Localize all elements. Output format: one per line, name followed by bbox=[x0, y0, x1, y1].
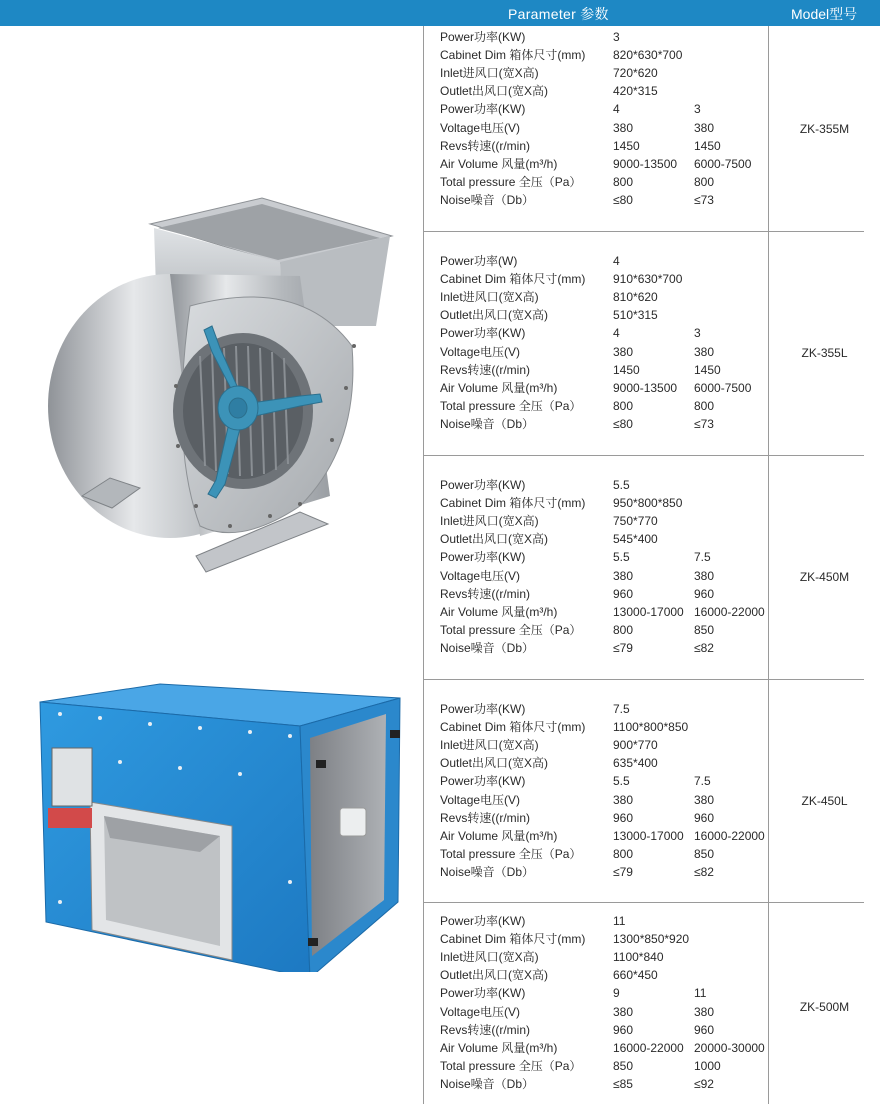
spec-block-zk-355m bbox=[424, 28, 768, 232]
spec-block-zk-450l bbox=[424, 700, 768, 904]
spec-row bbox=[440, 252, 780, 270]
spec-row bbox=[440, 639, 780, 657]
spec-value: 7.5 bbox=[613, 702, 630, 716]
spec-label: Power功率(KW) bbox=[440, 30, 526, 44]
spec-label: Noise噪音（Db） bbox=[440, 864, 535, 879]
spec-value: 3 bbox=[694, 326, 701, 341]
spec-label: Power功率(KW) bbox=[440, 102, 526, 117]
table-header bbox=[0, 0, 880, 26]
spec-value: 3 bbox=[694, 102, 701, 117]
spec-value: 9000-13500 bbox=[613, 156, 678, 171]
spec-value: 660*450 bbox=[613, 968, 658, 983]
spec-value: ≤73 bbox=[694, 416, 714, 431]
spec-label: Power功率(KW) bbox=[440, 550, 526, 565]
spec-label: Power功率(KW) bbox=[440, 326, 526, 341]
spec-row bbox=[440, 772, 780, 790]
spec-value: ≤82 bbox=[694, 864, 714, 879]
spec-block-zk-450m bbox=[424, 476, 768, 680]
spec-label: Power功率(KW) bbox=[440, 914, 526, 928]
spec-label: Inlet进风口(宽X高) bbox=[440, 738, 539, 753]
spec-value: 1100*840 bbox=[613, 950, 664, 965]
spec-value: 380 bbox=[694, 344, 715, 359]
spec-row bbox=[440, 82, 780, 100]
spec-label: Total pressure 全压（Pa） bbox=[440, 398, 582, 413]
spec-value: 380 bbox=[613, 344, 634, 359]
spec-row bbox=[440, 415, 780, 433]
spec-value: 720*620 bbox=[613, 66, 658, 81]
spec-row bbox=[440, 46, 780, 64]
spec-value: 7.5 bbox=[694, 774, 711, 789]
spec-value: 16000-22000 bbox=[694, 604, 765, 619]
spec-row bbox=[440, 512, 780, 530]
spec-value: 380 bbox=[694, 120, 715, 135]
spec-label: Cabinet Dim 箱体尺寸(mm) bbox=[440, 272, 586, 287]
spec-label: Power功率(KW) bbox=[440, 702, 526, 716]
spec-label: Noise噪音（Db） bbox=[440, 640, 535, 655]
spec-label: Inlet进风口(宽X高) bbox=[440, 950, 539, 965]
spec-row bbox=[440, 984, 780, 1002]
spec-label: Air Volume 风量(m³/h) bbox=[440, 156, 558, 171]
spec-row bbox=[440, 191, 780, 209]
spec-value: 1300*850*920 bbox=[613, 932, 690, 947]
spec-value: 9000-13500 bbox=[613, 380, 678, 395]
spec-row bbox=[440, 603, 780, 621]
spec-label: Cabinet Dim 箱体尺寸(mm) bbox=[440, 720, 586, 735]
spec-value: 960 bbox=[694, 810, 715, 825]
product-images bbox=[0, 26, 423, 1104]
spec-row bbox=[440, 1003, 780, 1021]
spec-block-zk-500m bbox=[424, 912, 768, 1104]
spec-value: 3 bbox=[613, 30, 620, 44]
spec-value: 380 bbox=[694, 1004, 715, 1019]
spec-value: 960 bbox=[694, 1022, 715, 1037]
spec-row bbox=[440, 324, 780, 342]
spec-row bbox=[440, 791, 780, 809]
spec-label: Power功率(W) bbox=[440, 254, 518, 268]
spec-label: Revs转速((r/min) bbox=[440, 810, 530, 825]
spec-label: Air Volume 风量(m³/h) bbox=[440, 1040, 558, 1055]
spec-value: ≤80 bbox=[613, 416, 633, 431]
spec-label: Air Volume 风量(m³/h) bbox=[440, 380, 558, 395]
spec-row bbox=[440, 700, 780, 718]
spec-row bbox=[440, 64, 780, 82]
spec-label: Revs转速((r/min) bbox=[440, 138, 530, 153]
spec-value: 420*315 bbox=[613, 84, 658, 99]
model-name: ZK-500M bbox=[799, 1000, 850, 1014]
spec-row bbox=[440, 530, 780, 548]
spec-row bbox=[440, 1021, 780, 1039]
spec-value: 11 bbox=[694, 986, 707, 1001]
spec-row bbox=[440, 343, 780, 361]
parameter-header: Parameter 参数 bbox=[508, 6, 609, 22]
spec-row bbox=[440, 476, 780, 494]
spec-value: 5.5 bbox=[613, 550, 630, 565]
spec-label: Noise噪音（Db） bbox=[440, 192, 535, 207]
spec-label: Cabinet Dim 箱体尺寸(mm) bbox=[440, 48, 586, 63]
spec-row bbox=[440, 809, 780, 827]
spec-value: 20000-30000 bbox=[694, 1040, 765, 1055]
spec-row bbox=[440, 948, 780, 966]
spec-row bbox=[440, 827, 780, 845]
spec-label: Outlet出风口(宽X高) bbox=[440, 532, 549, 547]
spec-label: Outlet出风口(宽X高) bbox=[440, 968, 549, 983]
spec-label: Outlet出风口(宽X高) bbox=[440, 308, 549, 323]
model-name: ZK-450L bbox=[801, 794, 848, 808]
spec-value: 16000-22000 bbox=[613, 1040, 684, 1055]
spec-row bbox=[440, 288, 780, 306]
spec-value: 820*630*700 bbox=[613, 48, 683, 63]
spec-value: 16000-22000 bbox=[694, 828, 765, 843]
spec-value: ≤82 bbox=[694, 640, 714, 655]
spec-label: Revs转速((r/min) bbox=[440, 362, 530, 377]
spec-value: 6000-7500 bbox=[694, 156, 752, 171]
spec-row bbox=[440, 621, 780, 639]
spec-value: 900*770 bbox=[613, 738, 658, 753]
spec-row bbox=[440, 119, 780, 137]
spec-label: Air Volume 风量(m³/h) bbox=[440, 828, 558, 843]
spec-label: Inlet进风口(宽X高) bbox=[440, 514, 539, 529]
spec-value: 850 bbox=[694, 622, 715, 637]
centrifugal-fan-image bbox=[0, 26, 420, 586]
spec-label: Inlet进风口(宽X高) bbox=[440, 290, 539, 305]
spec-label: Revs转速((r/min) bbox=[440, 586, 530, 601]
spec-value: 6000-7500 bbox=[694, 380, 752, 395]
spec-label: Total pressure 全压（Pa） bbox=[440, 622, 582, 637]
spec-value: 380 bbox=[613, 792, 634, 807]
spec-label: Voltage电压(V) bbox=[440, 792, 521, 807]
spec-value: 810*620 bbox=[613, 290, 658, 305]
spec-value: ≤79 bbox=[613, 640, 633, 655]
spec-row bbox=[440, 494, 780, 512]
spec-label: Noise噪音（Db） bbox=[440, 1076, 535, 1091]
spec-row bbox=[440, 863, 780, 881]
spec-value: 1000 bbox=[694, 1058, 721, 1073]
spec-value: 380 bbox=[694, 792, 715, 807]
spec-value: 11 bbox=[613, 914, 626, 928]
spec-row bbox=[440, 397, 780, 415]
spec-value: 960 bbox=[613, 1022, 634, 1037]
spec-label: Total pressure 全压（Pa） bbox=[440, 846, 582, 861]
spec-value: 4 bbox=[613, 326, 620, 341]
spec-label: Power功率(KW) bbox=[440, 478, 526, 492]
spec-label: Cabinet Dim 箱体尺寸(mm) bbox=[440, 496, 586, 511]
spec-value: 800 bbox=[613, 622, 634, 637]
spec-row bbox=[440, 100, 780, 118]
spec-value: 13000-17000 bbox=[613, 828, 684, 843]
spec-value: 800 bbox=[694, 398, 715, 413]
spec-row bbox=[440, 306, 780, 324]
model-header: Model型号 bbox=[791, 6, 858, 22]
spec-value: 380 bbox=[694, 568, 715, 583]
spec-label: Power功率(KW) bbox=[440, 986, 526, 1001]
spec-value: ≤79 bbox=[613, 864, 633, 879]
spec-value: 800 bbox=[613, 846, 634, 861]
spec-value: 13000-17000 bbox=[613, 604, 684, 619]
spec-value: ≤80 bbox=[613, 192, 633, 207]
spec-row bbox=[440, 754, 780, 772]
spec-row bbox=[440, 137, 780, 155]
spec-value: ≤85 bbox=[613, 1076, 633, 1091]
spec-label: Power功率(KW) bbox=[440, 774, 526, 789]
spec-row bbox=[440, 845, 780, 863]
spec-label: Inlet进风口(宽X高) bbox=[440, 66, 539, 81]
spec-row bbox=[440, 28, 780, 46]
spec-label: Voltage电压(V) bbox=[440, 1004, 521, 1019]
spec-value: ≤92 bbox=[694, 1076, 714, 1091]
model-name: ZK-450M bbox=[799, 570, 850, 584]
model-name: ZK-355M bbox=[799, 122, 850, 136]
spec-label: Noise噪音（Db） bbox=[440, 416, 535, 431]
spec-label: Voltage电压(V) bbox=[440, 120, 521, 135]
spec-label: Voltage电压(V) bbox=[440, 344, 521, 359]
spec-value: 545*400 bbox=[613, 532, 658, 547]
spec-row bbox=[440, 270, 780, 288]
spec-value: 635*400 bbox=[613, 756, 658, 771]
spec-value: 510*315 bbox=[613, 308, 658, 323]
spec-value: 1450 bbox=[694, 138, 721, 153]
spec-value: 1450 bbox=[613, 362, 640, 377]
spec-value: 380 bbox=[613, 1004, 634, 1019]
spec-label: Revs转速((r/min) bbox=[440, 1022, 530, 1037]
spec-value: 850 bbox=[694, 846, 715, 861]
spec-row bbox=[440, 379, 780, 397]
model-name: ZK-355L bbox=[801, 346, 848, 360]
spec-value: 1450 bbox=[694, 362, 721, 377]
spec-value: 960 bbox=[613, 586, 634, 601]
spec-value: 4 bbox=[613, 254, 620, 268]
spec-value: 380 bbox=[613, 120, 634, 135]
spec-label: Total pressure 全压（Pa） bbox=[440, 1058, 582, 1073]
cabinet-fan-image bbox=[0, 652, 420, 972]
spec-label: Total pressure 全压（Pa） bbox=[440, 174, 582, 189]
spec-value: 800 bbox=[694, 174, 715, 189]
spec-row bbox=[440, 548, 780, 566]
spec-block-zk-355l bbox=[424, 252, 768, 456]
spec-row bbox=[440, 718, 780, 736]
spec-row bbox=[440, 585, 780, 603]
spec-label: Air Volume 风量(m³/h) bbox=[440, 604, 558, 619]
spec-value: 950*800*850 bbox=[613, 496, 683, 511]
spec-value: 7.5 bbox=[694, 550, 711, 565]
spec-value: 850 bbox=[613, 1058, 634, 1073]
spec-value: 5.5 bbox=[613, 774, 630, 789]
spec-value: 5.5 bbox=[613, 478, 630, 492]
spec-label: Outlet出风口(宽X高) bbox=[440, 756, 549, 771]
spec-value: 960 bbox=[694, 586, 715, 601]
spec-value: 800 bbox=[613, 174, 634, 189]
spec-value: ≤73 bbox=[694, 192, 714, 207]
spec-value: 1450 bbox=[613, 138, 640, 153]
spec-row bbox=[440, 736, 780, 754]
spec-row bbox=[440, 966, 780, 984]
spec-row bbox=[440, 930, 780, 948]
spec-row bbox=[440, 1039, 780, 1057]
spec-row bbox=[440, 173, 780, 191]
spec-row bbox=[440, 912, 780, 930]
spec-value: 4 bbox=[613, 102, 620, 117]
spec-value: 960 bbox=[613, 810, 634, 825]
spec-value: 800 bbox=[613, 398, 634, 413]
spec-row bbox=[440, 567, 780, 585]
spec-label: Outlet出风口(宽X高) bbox=[440, 84, 549, 99]
spec-label: Cabinet Dim 箱体尺寸(mm) bbox=[440, 932, 586, 947]
spec-value: 9 bbox=[613, 986, 620, 1001]
spec-row bbox=[440, 155, 780, 173]
spec-label: Voltage电压(V) bbox=[440, 568, 521, 583]
spec-value: 750*770 bbox=[613, 514, 658, 529]
spec-value: 380 bbox=[613, 568, 634, 583]
spec-value: 910*630*700 bbox=[613, 272, 683, 287]
spec-row bbox=[440, 1075, 780, 1093]
spec-row bbox=[440, 361, 780, 379]
spec-value: 1100*800*850 bbox=[613, 720, 689, 735]
spec-row bbox=[440, 1057, 780, 1075]
